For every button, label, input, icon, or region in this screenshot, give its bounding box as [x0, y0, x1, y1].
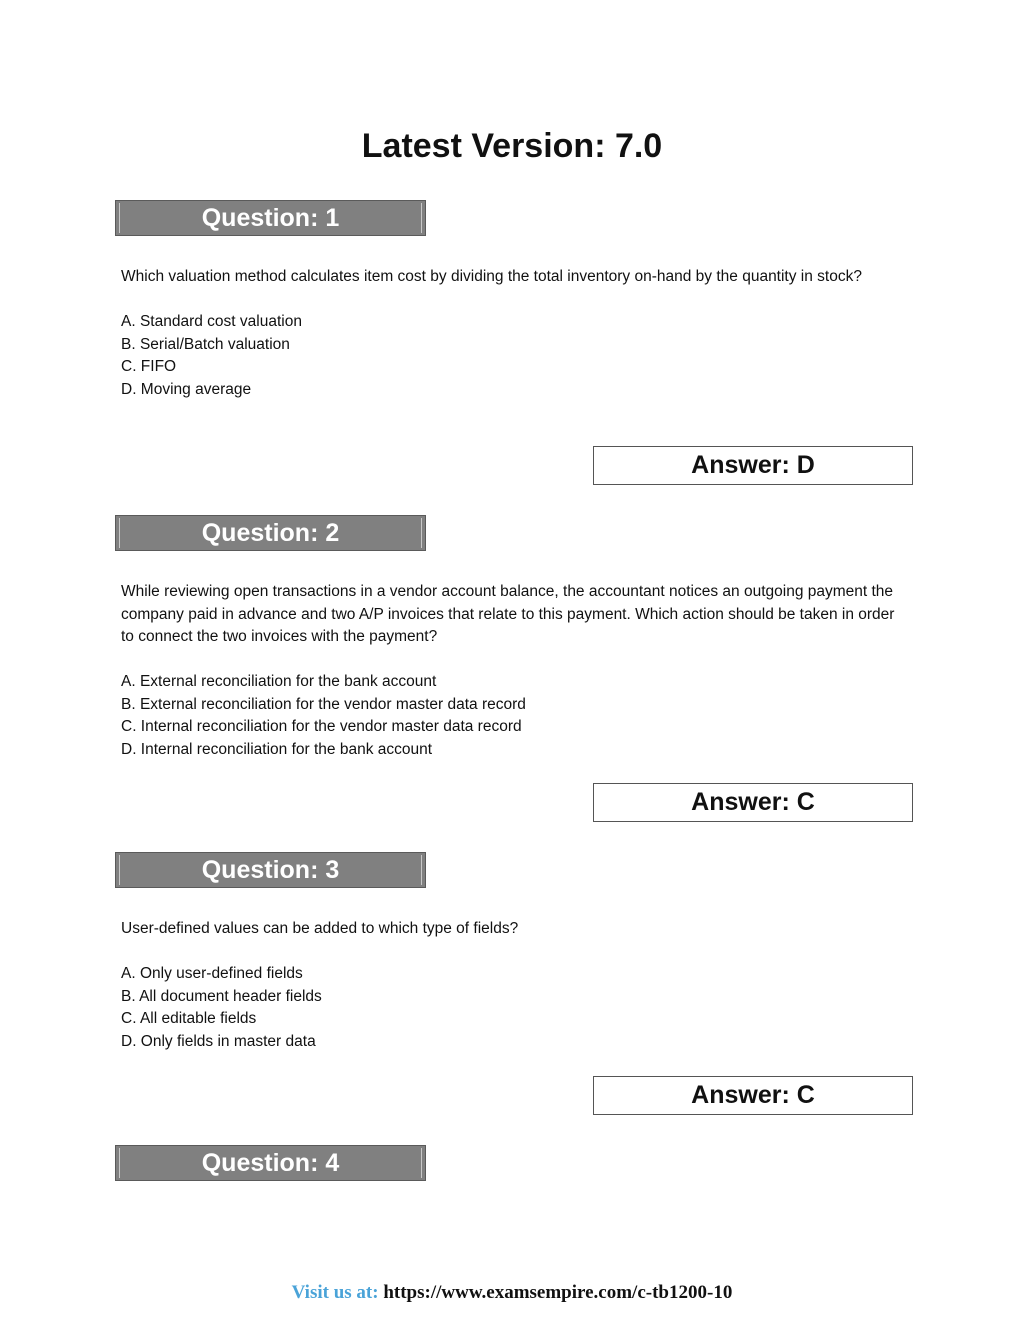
page-title: Latest Version: 7.0	[361, 127, 663, 165]
option-c: C. Internal reconciliation for the vendor master data record	[121, 718, 522, 735]
option-c: C. FIFO	[121, 358, 177, 375]
question-1-header: Question: 1	[115, 200, 426, 236]
question-2-options	[121, 671, 911, 761]
question-2-text: While reviewing open transactions in a vendor account balance, the accountant notices an outgoing payment the company paid in advance and two A/P invoices that relate to this payment. Which action should be taken in order to connect the two invoices with the payment?	[121, 583, 895, 645]
question-4-header: Question: 4	[115, 1145, 426, 1181]
footer-label: Visit us at:	[291, 1282, 379, 1303]
option-d: D. Moving average	[121, 380, 252, 398]
option-a: A. Only user-defined fields	[121, 965, 303, 982]
question-3-body	[121, 918, 911, 1053]
option-b: B. External reconciliation for the vendor master data record	[121, 695, 526, 713]
question-2-header: Question: 2	[115, 515, 426, 551]
option-b: B. Serial/Batch valuation	[121, 335, 290, 353]
question-3-answer: Answer: C	[593, 1076, 913, 1115]
option-a: A. External reconciliation for the bank account	[121, 673, 437, 690]
question-1-text: Which valuation method calculates item cost by dividing the total inventory on-hand by the quantity in stock?	[121, 268, 862, 285]
option-b: B. All document header fields	[121, 987, 322, 1005]
question-1-options	[121, 311, 911, 401]
question-2-answer: Answer: C	[593, 783, 913, 822]
footer-link[interactable]: https://www.examsempire.com/c-tb1200-10	[383, 1282, 733, 1303]
question-1-body	[121, 266, 911, 401]
option-d: D. Internal reconciliation for the bank account	[121, 740, 433, 758]
question-3-text: User-defined values can be added to which type of fields?	[121, 920, 519, 937]
question-3-header: Question: 3	[115, 852, 426, 888]
question-1-answer: Answer: D	[593, 446, 913, 485]
question-2-body	[121, 581, 911, 761]
option-a: A. Standard cost valuation	[121, 313, 302, 330]
question-3-options	[121, 963, 911, 1053]
footer	[0, 1281, 1024, 1305]
option-c: C. All editable fields	[121, 1010, 257, 1027]
option-d: D. Only fields in master data	[121, 1032, 316, 1050]
